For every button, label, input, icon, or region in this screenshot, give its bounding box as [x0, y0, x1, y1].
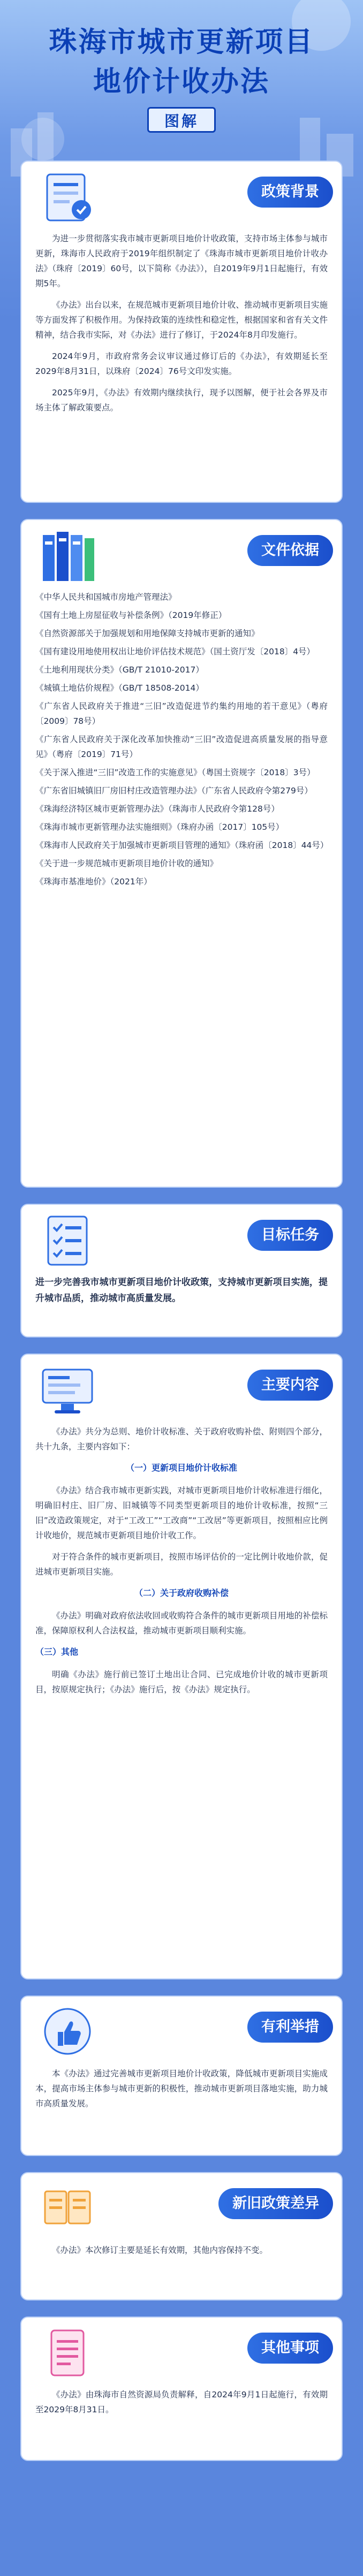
section-title-basis: 文件依据 [247, 535, 333, 566]
differences-paragraph: 《办法》本次修订主要是延长有效期，其他内容保持不变。 [52, 2245, 268, 2255]
content-paragraph: 对于符合条件的城市更新项目，按照市场评估价的一定比例计收地价款，促进城市更新项目实施。 [35, 1552, 328, 1577]
section-differences [20, 2172, 343, 2300]
content-body [21, 1424, 342, 1716]
basis-item: 《土地利用现状分类》（GB/T 21010-2017） [35, 665, 204, 675]
basis-item: 《城镇土地估价规程》（GB/T 18508-2014） [35, 683, 204, 693]
checklist-icon [35, 1210, 100, 1269]
background-body [21, 231, 342, 434]
background-paragraph: 为进一步贯彻落实我市城市更新项目地价计收政策，支持市场主体参与城市更新，珠海市人民政府于2019年组织制定了《珠海市城市更新项目地价计收办法》（珠府〔2019〕60号，以下简称《办法》），自2019年9月1日起施行，有效期5年。 [35, 234, 328, 288]
section-title-background: 政策背景 [247, 177, 333, 208]
content-paragraph: 明确《办法》施行前已签订土地出让合同、已完成地价计收的城市更新项目，按原规定执行；《办法》施行后，按《办法》规定执行。 [35, 1670, 328, 1694]
measures-body [21, 2066, 342, 2128]
notes-icon [35, 2323, 100, 2382]
basis-item: 《中华人民共和国城市房地产管理法》 [35, 592, 177, 602]
section-background [20, 160, 343, 503]
content-subheading: （三）其他 [35, 1647, 79, 1657]
section-title-content: 主要内容 [247, 1370, 333, 1401]
section-other [20, 2317, 343, 2461]
computer-icon [35, 1360, 100, 1419]
content-subheading: （一）更新项目地价计收标准 [125, 1463, 237, 1473]
content-intro: 《办法》共分为总则、地价计收标准、关于政府收购补偿、附则四个部分，共十九条，主要内容如下： [35, 1427, 328, 1451]
section-goal [20, 1204, 343, 1337]
basis-item: 《国有建设用地使用权出让地价评估技术规范》（国土资厅发〔2018〕4号） [35, 647, 315, 656]
section-title-other: 其他事项 [247, 2333, 333, 2364]
basis-item: 《珠海市基准地价》（2021年） [35, 877, 152, 886]
other-body [21, 2387, 342, 2434]
section-measures [20, 1996, 343, 2156]
basis-item: 《关于进一步规范城市更新项目地价计收的通知》 [35, 859, 218, 868]
content-paragraph: 《办法》结合我市城市更新实践，对城市更新项目地价计收标准进行细化，明确旧村庄、旧厂房、旧城镇等不同类型更新项目的地价计收标准，按照“三旧”改造政策规定，对于“工改工”“工改商”“工改居”等更新项目，按照相应比例计收地价，规范城市更新项目地价计收工作。 [35, 1486, 328, 1540]
document-icon [35, 167, 100, 226]
section-title-measures: 有利举措 [247, 2012, 333, 2043]
basis-item: 《广东省旧城镇旧厂房旧村庄改造管理办法》（广东省人民政府令第279号） [35, 786, 313, 796]
basis-item: 《珠海经济特区城市更新管理办法》（珠海市人民政府令第128号） [35, 804, 279, 814]
section-title-goal: 目标任务 [247, 1220, 333, 1251]
content-paragraph: 《办法》明确对政府依法收回或收购符合条件的城市更新项目用地的补偿标准，保障原权利人合法权益，推动城市更新项目顺利实施。 [35, 1611, 328, 1635]
section-basis [20, 519, 343, 1188]
basis-list [21, 590, 342, 905]
basis-item: 《广东省人民政府关于推进“三旧”改造促进节约集约用地的若干意见》（粤府〔2009〕78号） [35, 701, 328, 726]
background-paragraph: 2025年9月，《办法》有效期内继续执行，现予以图解，便于社会各界及市场主体了解政策要点。 [35, 388, 328, 412]
basis-item: 《国有土地上房屋征收与补偿条例》（2019年修正） [35, 610, 227, 620]
background-paragraph: 《办法》出台以来，在规范城市更新项目地价计收、推动城市更新项目实施等方面发挥了积极作用。为保持政策的连续性和稳定性，根据国家和省有关文件精神，结合我市实际，对《办法》进行了修订，于2024年8月印发施行。 [35, 300, 328, 340]
basis-item: 《珠海市城市更新管理办法实施细则》（珠府办函〔2017〕105号） [35, 822, 284, 832]
basis-item: 《关于深入推进“三旧”改造工作的实施意见》（粤国土资规字〔2018〕3号） [35, 768, 315, 777]
background-paragraph: 2024年9月，市政府常务会议审议通过修订后的《办法》，有效期延长至2029年8月31日，以珠府〔2024〕76号文印发实施。 [35, 351, 328, 376]
basis-item: 《自然资源部关于加强规划和用地保障支持城市更新的通知》 [35, 629, 260, 638]
illustration-tag: 图解 [147, 107, 216, 133]
differences-body [21, 2243, 342, 2275]
section-content [20, 1354, 343, 1979]
section-title-differences: 新旧政策差异 [218, 2188, 333, 2219]
thumbs-up-icon [35, 2002, 100, 2061]
basis-item: 《广东省人民政府关于深化改革加快推动“三旧”改造促进高质量发展的指导意见》（粤府〔2019〕71号） [35, 735, 328, 759]
page-title-line1: 珠海市城市更新项目 [49, 26, 314, 58]
measures-paragraph: 本《办法》通过完善城市更新项目地价计收政策，降低城市更新项目实施成本，提高市场主体参与城市更新的积极性，推动城市更新项目落地实施，助力城市高质量发展。 [35, 2069, 328, 2108]
content-subheading: （二）关于政府收购补偿 [134, 1588, 229, 1598]
other-paragraph: 《办法》由珠海市自然资源局负责解释，自2024年9月1日起施行，有效期至2029年8月31日。 [35, 2390, 328, 2414]
compare-docs-icon [35, 2178, 100, 2237]
page-title-line2: 地价计收办法 [93, 66, 270, 98]
binders-icon [35, 525, 100, 584]
goal-text: 进一步完善我市城市更新项目地价计收政策，支持城市更新项目实施，提升城市品质，推动城市高质量发展。 [35, 1277, 328, 1304]
basis-item: 《珠海市人民政府关于加强城市更新项目管理的通知》（珠府函〔2018〕44号） [35, 840, 329, 850]
